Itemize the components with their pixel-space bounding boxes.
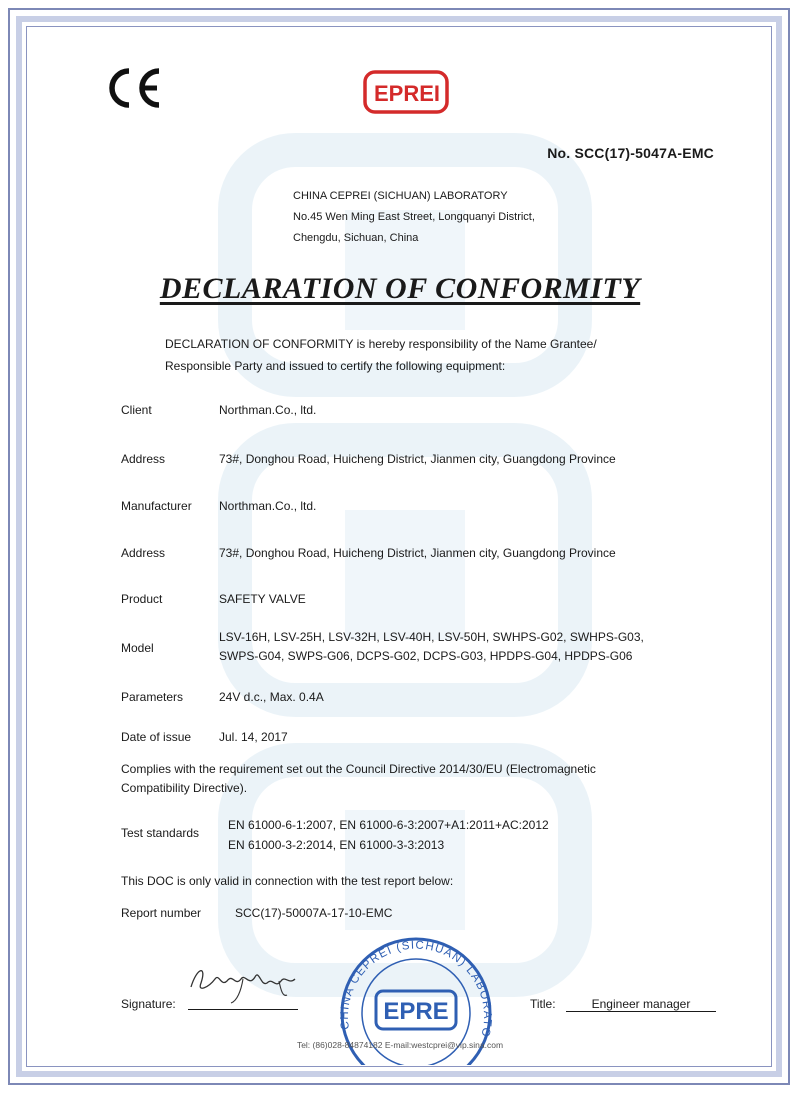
stamp-ring-text: CHINA CEPREI (SICHUAN) LABORATO [338,939,494,1039]
standards-line2: EN 61000-3-2:2014, EN 61000-3-3:2013 [228,838,445,852]
intro-line1: DECLARATION OF CONFORMITY is hereby responsibility of the Name Grantee/ [165,337,597,351]
report-number-value: SCC(17)-50007A-17-10-EMC [235,906,393,920]
test-standards-label: Test standards [121,826,200,840]
compliance-line2: Compatibility Directive). [121,781,248,795]
compliance-statement [121,760,711,798]
product-label: Product [121,592,163,606]
page-title: DECLARATION OF CONFORMITY [159,272,641,305]
client-value: Northman.Co., ltd. [219,403,317,417]
signer-title-value: Engineer manager [566,997,716,1012]
model-line1: LSV-16H, LSV-25H, LSV-32H, LSV-40H, LSV-50H, SWHPS-G02, SWHPS-G03, [219,630,644,644]
model-value [219,628,644,666]
test-standards-value [228,815,549,855]
report-number-label: Report number [121,906,202,920]
lab-info [293,186,535,249]
client-label: Client [121,403,152,417]
compliance-line1: Complies with the requirement set out the Council Directive 2014/30/EU (Electromagnetic [121,762,596,776]
product-value: SAFETY VALVE [219,592,306,606]
model-line2: SWPS-G04, SWPS-G06, DCPS-G02, DCPS-G03, HPDPS-G04, HPDPS-G06 [219,649,633,663]
signer-title-label: Title: [530,997,556,1011]
manufacturer-value: Northman.Co., ltd. [219,499,317,513]
manufacturer-label: Manufacturer [121,499,192,513]
parameters-label: Parameters [121,690,184,704]
validity-note: This DOC is only valid in connection with the test report below: [121,874,454,888]
manufacturer-address-value: 73#, Donghou Road, Huicheng District, Jianmen city, Guangdong Province [219,546,616,560]
intro-text [165,333,685,377]
client-address-value: 73#, Donghou Road, Huicheng District, Jianmen city, Guangdong Province [219,452,616,466]
lab-name: CHINA CEPREI (SICHUAN) LABORATORY [293,190,508,202]
signature-handwriting [183,957,303,1012]
ceprei-logo [363,70,449,119]
lab-address-line2: Chengdu, Sichuan, China [293,232,419,244]
logo-text: EPREI [373,81,441,106]
intro-line2: Responsible Party and issued to certify the following equipment: [165,359,506,373]
date-of-issue-label: Date of issue [121,730,192,744]
signature-line [188,1009,298,1010]
parameters-value: 24V d.c., Max. 0.4A [219,690,324,704]
stamp-center-text: EPRE [383,998,449,1025]
ce-mark-icon [104,66,164,115]
manufacturer-address-label: Address [121,546,166,560]
certificate-number: No. SCC(17)-5047A-EMC [547,145,714,161]
footer-contact: Tel: (86)028-84874182 E-mail:westcprei@vip.sina.com [296,1040,504,1050]
client-address-label: Address [121,452,166,466]
standards-line1: EN 61000-6-1:2007, EN 61000-6-3:2007+A1:2011+AC:2012 [228,818,549,832]
model-label: Model [121,641,154,655]
date-of-issue-value: Jul. 14, 2017 [219,730,288,744]
lab-address-line1: No.45 Wen Ming East Street, Longquanyi District, [293,211,535,223]
signature-label: Signature: [121,997,176,1011]
